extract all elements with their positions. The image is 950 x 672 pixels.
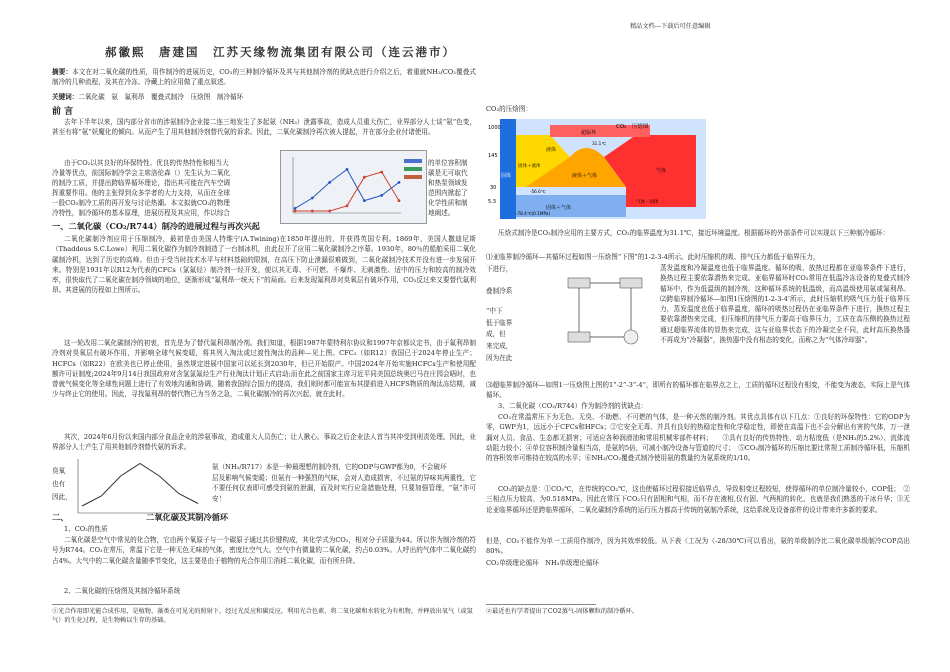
left-p6-right: 层及影响气候变暖；但氨有一种强烈的气味，会对人造成损害，不过氨的异味其两重性，它不要任何仪表即可感受到氨的泄漏，而及时实行应急措施处理，只要加强管理，“氨”亦可安！ <box>212 474 476 503</box>
left-p2-right-f: 地阐述。 <box>428 209 455 217</box>
series-point-0-1 <box>311 197 314 200</box>
left-p6-line1: 氨（NH₃/R717）本是一种最理想的制冷剂，它的ODP与GWP都为0，不会破坏 <box>212 463 447 471</box>
ph-legend: CO₂ 压焓图 <box>616 124 649 130</box>
right-p6: 但是，CO₂不能作为单一工质用作制冷，因为其效率较低。从下表（工况为（-28/30℃)可以看出，氨的单级制冷比二氧化碳单级制冷COP高出80%。 <box>486 537 910 556</box>
ozone-chart <box>72 455 207 520</box>
right-p5: CO₂的缺点是：①CO₂℃，在传统的CO₂℃，这也使循环过程很接近临界点，导致相变过程较短，使得循环的单位制冷量较小，COP低； ②三相点压力较高，为0.518MPa，因此在常压下CO₂只有固相和气相，而不存在液相,仅有固、气两相的转化，也就是我们熟悉的干冰升华；③无论亚临界循环还是跨临界循环，二氧化碳制冷系统的运行压力都高于传统的氨制冷系统，这给系统及设备部件的设计带来许多新的要求。 <box>486 485 910 514</box>
series-point-0-5 <box>380 194 383 197</box>
section1-title: 一、二氧化碳（CO₂/R744）制冷的进展过程与再次兴起 <box>52 221 260 231</box>
ytick-1: 145 <box>488 153 498 159</box>
label-solid: 固体 <box>501 173 512 179</box>
left-p2-right-b: 碳是无可取代 <box>428 169 468 177</box>
history-chart <box>280 150 427 224</box>
left-p6-b: 也有 <box>52 480 66 488</box>
series-point-1-4 <box>363 176 366 179</box>
abstract <box>52 67 476 88</box>
fig-title: CO₂的压焓图： <box>486 105 533 113</box>
right-p2-left-f: 来完成， <box>486 342 513 350</box>
right-p2-left-e: 成，但 <box>486 330 506 338</box>
left-p4: 这一轮改用二氧化碳制冷的初衷，首先是为了替代氟利昂制冷剂。我们知道，根据1987年蒙特利尔协议和1997年京都议定书，由于氟利昂制冷剂对臭氧层有破坏作用，并影响全球气候变暖，将其列入淘汰或过渡性淘汰的品种—见上图。CFC₃（如R12）我国已于2024年停止生产；HCFCs（如R22）在欧美也已停止使用，虽然规定进展中国家可以延长到2030年，但已开始限产。中国2024年开始实施HCFCs生产和使用配额许可证制度;2024年9月14日我国政府对含氢氯氟烃生产行业淘汰计划正式启动;而在此之前国家主席习近平同美国总统奥巴马在庄园会晤时，也曾就气候变化等全球性问题上进行了有效地沟通和协调，随着我国综合国力的提高，我们则时都可能宣布其提前进入HCFS物质的淘汰冻结期，减少与终止它的使用。因此，寻找氟利昂的替代物已为当务之急，二氧化碳制冷的再次兴起，就在此时。 <box>52 339 476 399</box>
right-p2-left-g: 因为在此 <box>486 354 513 362</box>
ph-diagram-svg <box>486 117 711 225</box>
left-p3: 二氧化碳制冷剂应用于压缩制冷，最初是由美国人特维宁(A.Twining)在1850年提出的，并获得英国专利。1869年，美国人撒迪尼斯（Thaddeus S.C.Lowe）利用二氧化碳作为制冷剂制造了一台制冰机，由此拉开了应用二氧化碳制冷之序幕。1930年，80％的船舶采用二氧化碳制冷机，达到了历史的高峰。但由于受当时技术水平与材料基础的限制，在高压下防止泄漏很难做到，二氧化碳制冷技术并没有进一步发展开来。特别是1931年以R12为代表的CFCs（氯氟烃）制冷剂一经开发，便以其无毒、不可燃、不爆炸、无刺激性、适中的压力和较高的制冷效率，很快取代了二氧化碳在制冷领域的地位，逐渐形成“氟利昂一统天下”的局面。后来发现氟利昂对臭氧层有破坏作用，CO₂反过来又要替代氟利昂。其进展的历程如上图所示。 <box>52 235 476 295</box>
label-solid-gas: 固体＋气体 <box>546 205 572 211</box>
ph-diagram <box>486 117 711 225</box>
cycle-diagram <box>560 266 655 356</box>
label-solid-liquid: 固体＋液体 <box>518 164 541 169</box>
sub1-title: 1、CO₂的性质 <box>64 525 108 533</box>
series-point-0-2 <box>328 181 331 184</box>
ytick-2: 30 <box>490 185 497 191</box>
series-point-0-3 <box>346 168 349 171</box>
keywords <box>52 92 476 102</box>
authors-line: 郝徽熙 唐建国 江苏天缘物流集团有限公司（连云港市） <box>105 45 456 59</box>
right-p7: CO₂单级理论循环 NH₃单级理论循环 <box>486 559 599 567</box>
legend-swatch-2 <box>404 167 422 171</box>
right-p2-left-c: “中下 <box>486 307 503 315</box>
label-liquid: 液体 <box>546 147 557 153</box>
sub3-title: 3、二氧化碳（CO₂/R744）作为制冷剂的优缺点： <box>498 402 648 410</box>
left-p2c: 的制冷工质，并提出跨临界循环理论，指出其可能在汽车空调 <box>52 179 231 187</box>
history-chart-svg <box>281 151 426 223</box>
preface-title: 前 言 <box>52 107 74 117</box>
label-gas: 气体 <box>656 168 667 174</box>
ozone-chart-svg <box>72 455 207 520</box>
right-p2-full: ⑴亚临界制冷循环—其循环过程如图一压焓图“下图”的1-2-3-4所示。此时压缩机的吸、排气压力都低于临界压力， <box>486 253 820 261</box>
ytick-3: 5.3 <box>488 199 496 205</box>
abstract-label: 摘要： <box>52 68 73 76</box>
series-point-0-6 <box>398 181 401 184</box>
right-p3: ⑶超临界制冷循环—如图1一压焓图上图的1”-2”-3”-4”，即所有的循环都在临界点之上，工质的循环过程没有相变，不能变为液态，实际上是气体循环。 <box>486 381 910 400</box>
legend-swatch-3 <box>404 175 422 179</box>
left-p2-right-e: 化学性质和制 <box>428 199 468 207</box>
left-p2a: 由于CO₂以其良好的环保特性、优良的传热特性和相当大 <box>64 159 229 167</box>
left-p2f: 冷特性，制冷循环的基本原理，进展历程及其应用，作以综合 <box>52 209 231 217</box>
left-p6-c: 因此， <box>52 493 72 501</box>
left-p1: 去年下半年以来，国内部分省市的涉氨制冷企业接二连三地发生了多起氨（NH₃）泄露事故，造成人员重大伤亡，业界部分人士谈“氨”色变，甚至有将“氨”妖魔化的倾向。从而产生了用其他制冷剂替代氨的诉求。因此，二氧化碳制冷再次被人提起，并在部分企业付诸使用。 <box>52 118 476 137</box>
series-point-1-5 <box>380 171 383 174</box>
legend-swatch-1 <box>404 159 422 163</box>
left-p2b: 冷量等优点，前国际制冷学会主席洛伦森（）先生认为二氧化 <box>52 169 231 177</box>
left-p5: 其次，2024年6月份以来国内部分食品企业的涉氨事故，造成重大人员伤亡；让人揪心。事故之后企业法人首当其冲受到刑责处理。因此，业界部分人士产生了用其他制冷剂替代氨的诉求。 <box>52 433 476 452</box>
left-p2-right-a: 的单位容积制 <box>428 159 468 167</box>
left-p2-right-c: 和热泵领域发 <box>428 179 468 187</box>
series-line-0 <box>82 464 198 507</box>
right-p4: CO₂在常温常压下为无色、无臭、不助燃、不可燃的气体，是一种天然的制冷剂。其优点具体有以下几点：①良好的环保特性：它的ODP为零，GWP为1，远远小于CFCs和HFCs；②它安全无毒、并具有良好的热稳定性和化学稳定性，即使在高温下也不会分解出有害的气体，万一泄漏对人员、食品、生态都无损害；可适应各种润滑油和常用机械零部件材料； ③具有良好的传热特性，动力粘度低（是NH₃的5.2%）、流体流动阻力较小；④单位容积制冷量相当高，是氨的5倍，可减小制冷设备与管道的尺寸； ⑤CO₂制冷循环的压缩比要比常规工质制冷循环低，压缩机的容积效率可维持在较高的水平；⑥NH₃/CO₂覆叠式制冷使用氨的数量约为氨系统的1/10。 <box>486 413 910 463</box>
footnote-left: ①光合作用即光能合成作用，是植物、藻类在可见光的照射下，经过光反应和碳反应，利用光合色素，将二氧化碳和水转化为有机物，并释放出氧气（或氢气）的生化过程，是生物赖以生存的基础。 <box>52 608 473 625</box>
right-p1: 压焓式制冷是CO₂制冷应用的主要方式，CO₂的临界温度为31.1℃，接近环境温度。根据循环的外部条件可以实现以下三种制冷循环： <box>498 229 890 237</box>
label-supercritical: 超临界 <box>581 130 597 136</box>
right-p2-left-a: 下进行， <box>486 265 513 273</box>
series-point-1-2 <box>328 210 331 213</box>
label-liquid-gas: 液体＋气体 <box>572 173 598 179</box>
label-gas-solid: 气体－固体 <box>636 200 659 205</box>
footnote-divider-right <box>486 604 596 605</box>
abstract-text: 本文在对二氧化碳的性质，用作制冷的进展历史，CO₂的三种制冷循环及其与其他制冷剂的优缺点进行介绍之后，着重就NH₃/CO₂覆叠式制冷的几种流程，及其在冷冻、冷藏上的应用做了重点叙述。 <box>52 68 477 87</box>
right-p2-rest: 蒸发温度和冷凝温度也低于临界温度。循环的吸、放热过程都在亚临界条件下进行，换热过程主要依靠潜热来完成。亚临界循环时CO₂常用在低温冷冻设备的复叠式制冷循环中，作为低温级的制冷剂，这种循环系统的低温级，而高温级使用氨或氟利昂。⑵跨临界制冷循环—如图1压焓图的1-2-3-4’所示，此时压缩机的吸气压力低于临界压力，蒸发温度也低于临界温度，循环的吸热过程仍在亚临界条件下进行，换热过程主要依靠潜热来完成，但压缩机的排气压力要高于临界压力，工质在高压侧的换热过程通过超临界流体的显热来完成，这与亚临界状态下的冷凝完全不同，此时高压换热器不再成为“冷凝器”，换热器中没有相态的变化，而称之为“气体冷却器”。 <box>660 264 910 345</box>
sub2-title: 2、二氧化碳的压焓图及其制冷循环系统 <box>64 587 181 595</box>
footnote-divider-left <box>52 604 162 605</box>
footnote-right: ②最近也有学者提出了CO2蒸气-固体颗粒的制冷循环。 <box>486 608 638 615</box>
section2-title: 二、 二氧化碳及其制冷循环 <box>52 512 229 522</box>
anno-triple: -56.6℃ <box>530 189 546 194</box>
cycle-diagram-svg <box>560 266 655 356</box>
series-point-0-4 <box>363 199 366 202</box>
series-point-1-1 <box>311 210 314 213</box>
left-p2e: 一股CO₂制冷工质的再开发与讨论热潮。本文拟就CO₂的物理 <box>52 199 230 207</box>
right-p2-left-d: 低于临界 <box>486 319 513 327</box>
ytick-0: 1000 <box>488 125 501 131</box>
anno-critical: 31.1℃ <box>592 141 607 146</box>
anno-sublim: -78.4℃(0.1MPa) <box>516 211 550 216</box>
series-point-1-0 <box>294 210 297 213</box>
keywords-text: 二氧化碳 氨 氟利昂 覆叠式制冷 压焓图 制冷循环 <box>78 93 244 101</box>
left-p2-right-d: 范围内掀起了 <box>428 189 468 197</box>
series-point-1-3 <box>346 204 349 207</box>
left-p7: 二氧化碳是空气中常见的化合物，它由两个氧原子与一个碳原子通过共价键构成，其化学式为CO₂，相对分子质量为44。所以作为制冷剂的符号为R744。CO₂在常压，常温下它是一种无色无味的气体，密度比空气大。空气中有微量的二氧化碳，约占0.03%。人呼出的气体中二氧化碳约占4%。大气中的二氧化碳含量随季节变化，这主要是由于植物的光合作用①消耗二氧化碳，而有所升降。 <box>52 536 476 565</box>
series-point-0-0 <box>294 207 297 210</box>
series-point-1-6 <box>398 199 401 202</box>
right-p2-left-b: 叠制冷系 <box>486 287 513 295</box>
left-p2d: 挥重要作用。他的主张得到众多学者的大力支持，从而在全球 <box>52 189 231 197</box>
left-p6-a: 臭氧 <box>52 467 66 475</box>
keywords-label: 关键词： <box>52 93 79 101</box>
header-note: 精品文档---下载后可任意编辑 <box>630 23 711 30</box>
